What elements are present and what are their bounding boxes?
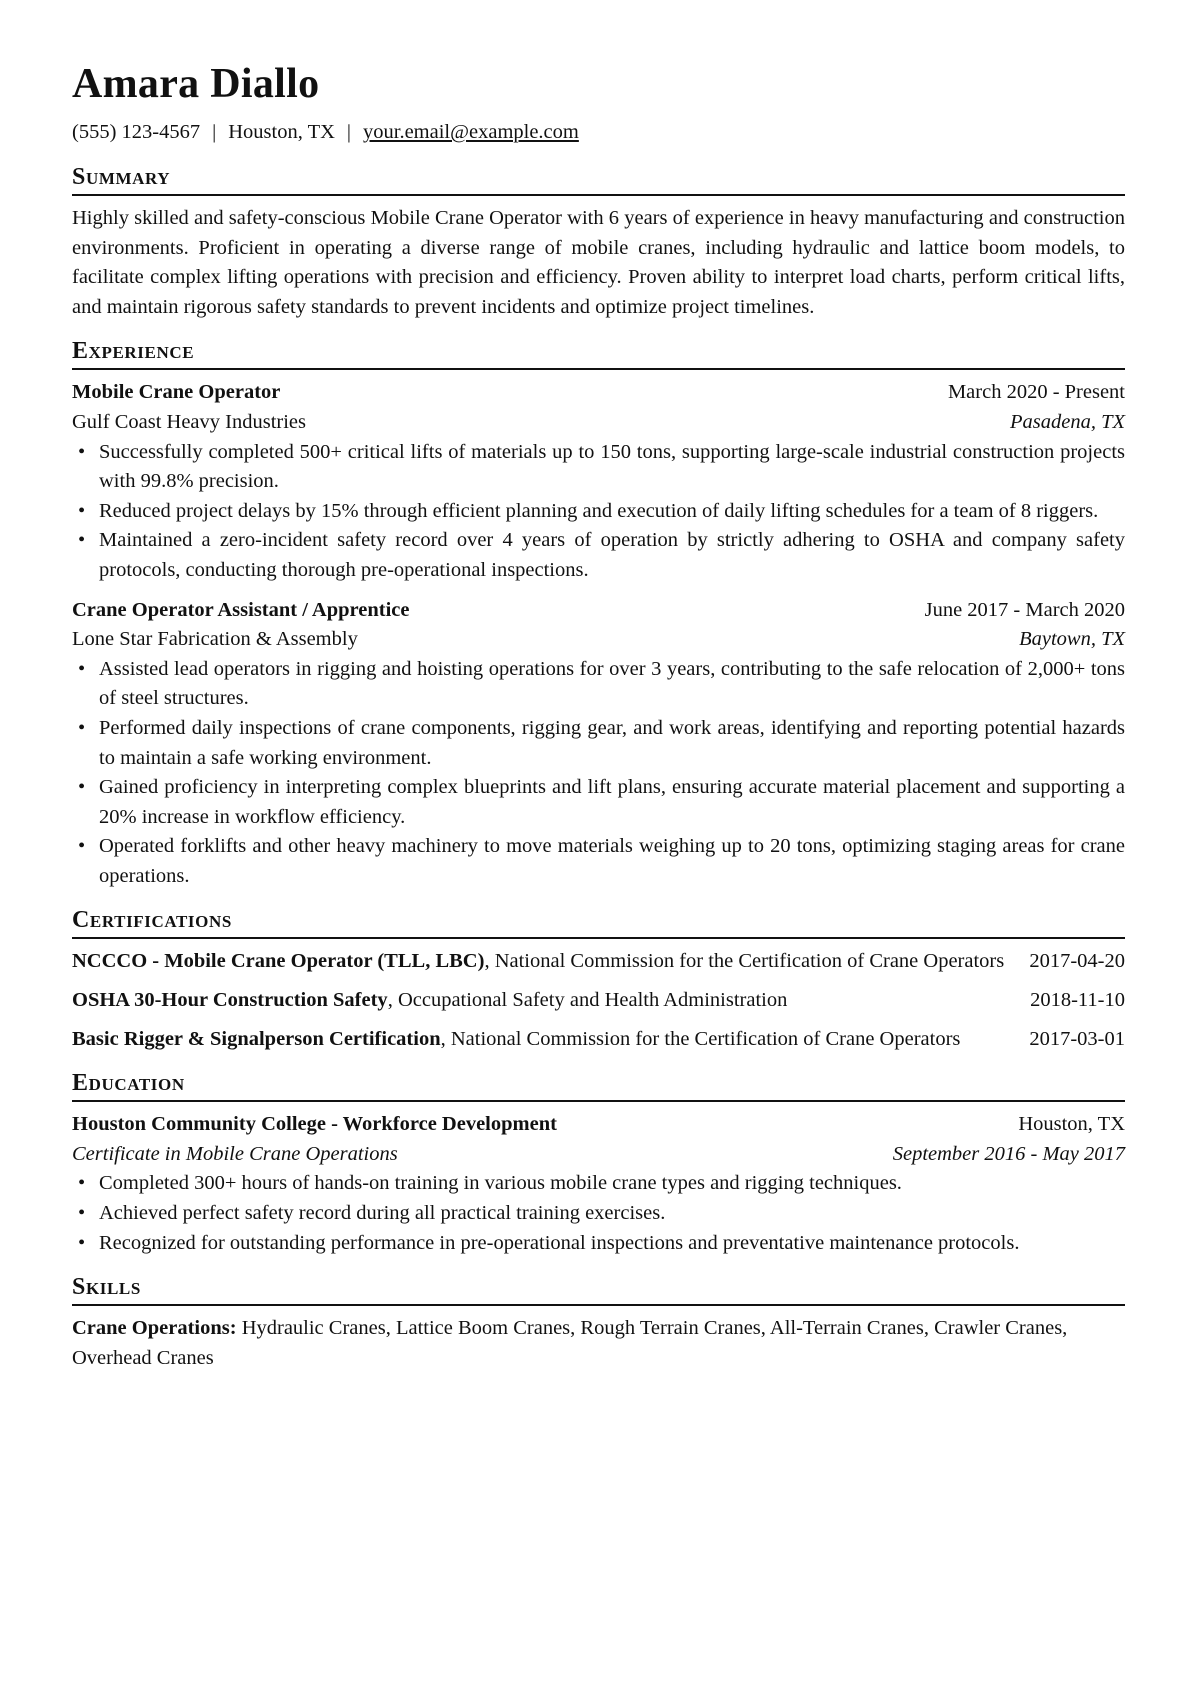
- candidate-name: Amara Diallo: [72, 61, 320, 107]
- location: Houston, TX: [228, 121, 335, 143]
- job-title: Crane Operator Assistant / Apprentice: [72, 598, 410, 621]
- resume-page: [72, 58, 1125, 1387]
- education-entry: [72, 1110, 1125, 1258]
- skill-category-values: Hydraulic Cranes, Lattice Boom Cranes, Rough Terrain Cranes, All-Terrain Cranes, Crawler Cranes, Overhead Cranes: [72, 1317, 1068, 1369]
- bullet-item: • Operated forklifts and other heavy machinery to move materials weighing up to 20 tons, optimizing staging areas for crane operations.: [72, 832, 1125, 891]
- institution-name: Houston Community College - Workforce Development: [72, 1113, 557, 1136]
- bullet-item: • Assisted lead operators in rigging and hoisting operations for over 3 years, contributing to the safe relocation of 2,000+ tons of steel structures.: [72, 655, 1125, 714]
- experience-section: [72, 336, 1125, 891]
- education-bullets: [72, 1169, 1125, 1258]
- certification-name: OSHA 30-Hour Construction Safety: [72, 989, 388, 1012]
- certification-date: 2017-03-01: [1029, 1027, 1125, 1050]
- company-name: Gulf Coast Heavy Industries: [72, 410, 306, 433]
- skill-category-label: Crane Operations:: [72, 1317, 237, 1340]
- education-dates: September 2016 - May 2017: [892, 1142, 1125, 1165]
- certification-date: 2018-11-10: [1030, 989, 1125, 1012]
- job-bullets: [72, 655, 1125, 892]
- degree-name: Certificate in Mobile Crane Operations: [72, 1142, 398, 1165]
- contact-line: [72, 118, 1125, 146]
- job-entry: [72, 596, 1125, 892]
- institution-location: Houston, TX: [1018, 1113, 1125, 1136]
- certification-item: [72, 986, 1125, 1016]
- bullet-item: • Gained proficiency in interpreting complex blueprints and lift plans, ensuring accurate material placement and supporting a 20% increase in workflow efficiency.: [72, 773, 1125, 832]
- job-bullets: [72, 438, 1125, 586]
- email-link[interactable]: your.email@example.com: [363, 121, 579, 143]
- bullet-item: • Successfully completed 500+ critical lifts of materials up to 150 tons, supporting large-scale industrial construction projects with 99.8% precision.: [72, 438, 1125, 497]
- job-entry: [72, 378, 1125, 585]
- certification-issuer: , National Commission for the Certification of Crane Operators: [440, 1027, 961, 1050]
- bullet-item: • Reduced project delays by 15% through efficient planning and execution of daily lifting schedules for a team of 8 riggers.: [72, 497, 1125, 527]
- company-name: Lone Star Fabrication & Assembly: [72, 628, 358, 651]
- bullet-item: • Completed 300+ hours of hands-on training in various mobile crane types and rigging techniques.: [72, 1169, 1125, 1199]
- separator: |: [212, 121, 217, 143]
- section-title-certifications: Certifications: [72, 905, 1125, 939]
- job-location: Baytown, TX: [1019, 628, 1125, 651]
- certification-name: NCCCO - Mobile Crane Operator (TLL, LBC): [72, 950, 485, 973]
- certification-issuer: , Occupational Safety and Health Administration: [387, 989, 788, 1012]
- certifications-section: [72, 905, 1125, 1054]
- certification-item: [72, 1025, 1125, 1055]
- bullet-item: • Performed daily inspections of crane components, rigging gear, and work areas, identifying and reporting potential hazards to maintain a safe working environment.: [72, 714, 1125, 773]
- section-title-education: Education: [72, 1068, 1125, 1102]
- section-title-summary: Summary: [72, 162, 1125, 196]
- education-section: [72, 1068, 1125, 1258]
- job-location: Pasadena, TX: [1009, 410, 1125, 433]
- job-dates: June 2017 - March 2020: [924, 598, 1125, 621]
- summary-section: [72, 162, 1125, 322]
- section-title-experience: Experience: [72, 336, 1125, 370]
- certification-name: Basic Rigger & Signalperson Certification: [72, 1027, 441, 1050]
- certification-item: [72, 947, 1125, 977]
- skill-category: [72, 1314, 1125, 1373]
- section-title-skills: Skills: [72, 1272, 1125, 1306]
- bullet-item: • Maintained a zero-incident safety record over 4 years of operation by strictly adhering to OSHA and company safety protocols, conducting thorough pre-operational inspections.: [72, 526, 1125, 585]
- separator: |: [346, 121, 352, 143]
- skills-section: [72, 1272, 1125, 1373]
- bullet-item: • Achieved perfect safety record during all practical training exercises.: [72, 1199, 1125, 1229]
- job-dates: March 2020 - Present: [947, 381, 1125, 404]
- certification-issuer: , National Commission for the Certification of Crane Operators: [484, 950, 1005, 973]
- job-title: Mobile Crane Operator: [72, 381, 281, 404]
- certification-date: 2017-04-20: [1029, 950, 1125, 973]
- phone-number: (555) 123-4567: [72, 121, 201, 143]
- bullet-item: • Recognized for outstanding performance in pre-operational inspections and preventative maintenance protocols.: [72, 1229, 1125, 1259]
- summary-text: Highly skilled and safety-conscious Mobile Crane Operator with 6 years of experience in heavy manufacturing and construction environments. Proficient in operating a diverse range of mobile cranes, including hydraulic and lattice boom models, to facilitate complex lifting operations with precision and efficiency. Proven ability to interpret load charts, perform critical lifts, and maintain rigorous safety standards to prevent incidents and optimize project timelines.: [72, 207, 1125, 318]
